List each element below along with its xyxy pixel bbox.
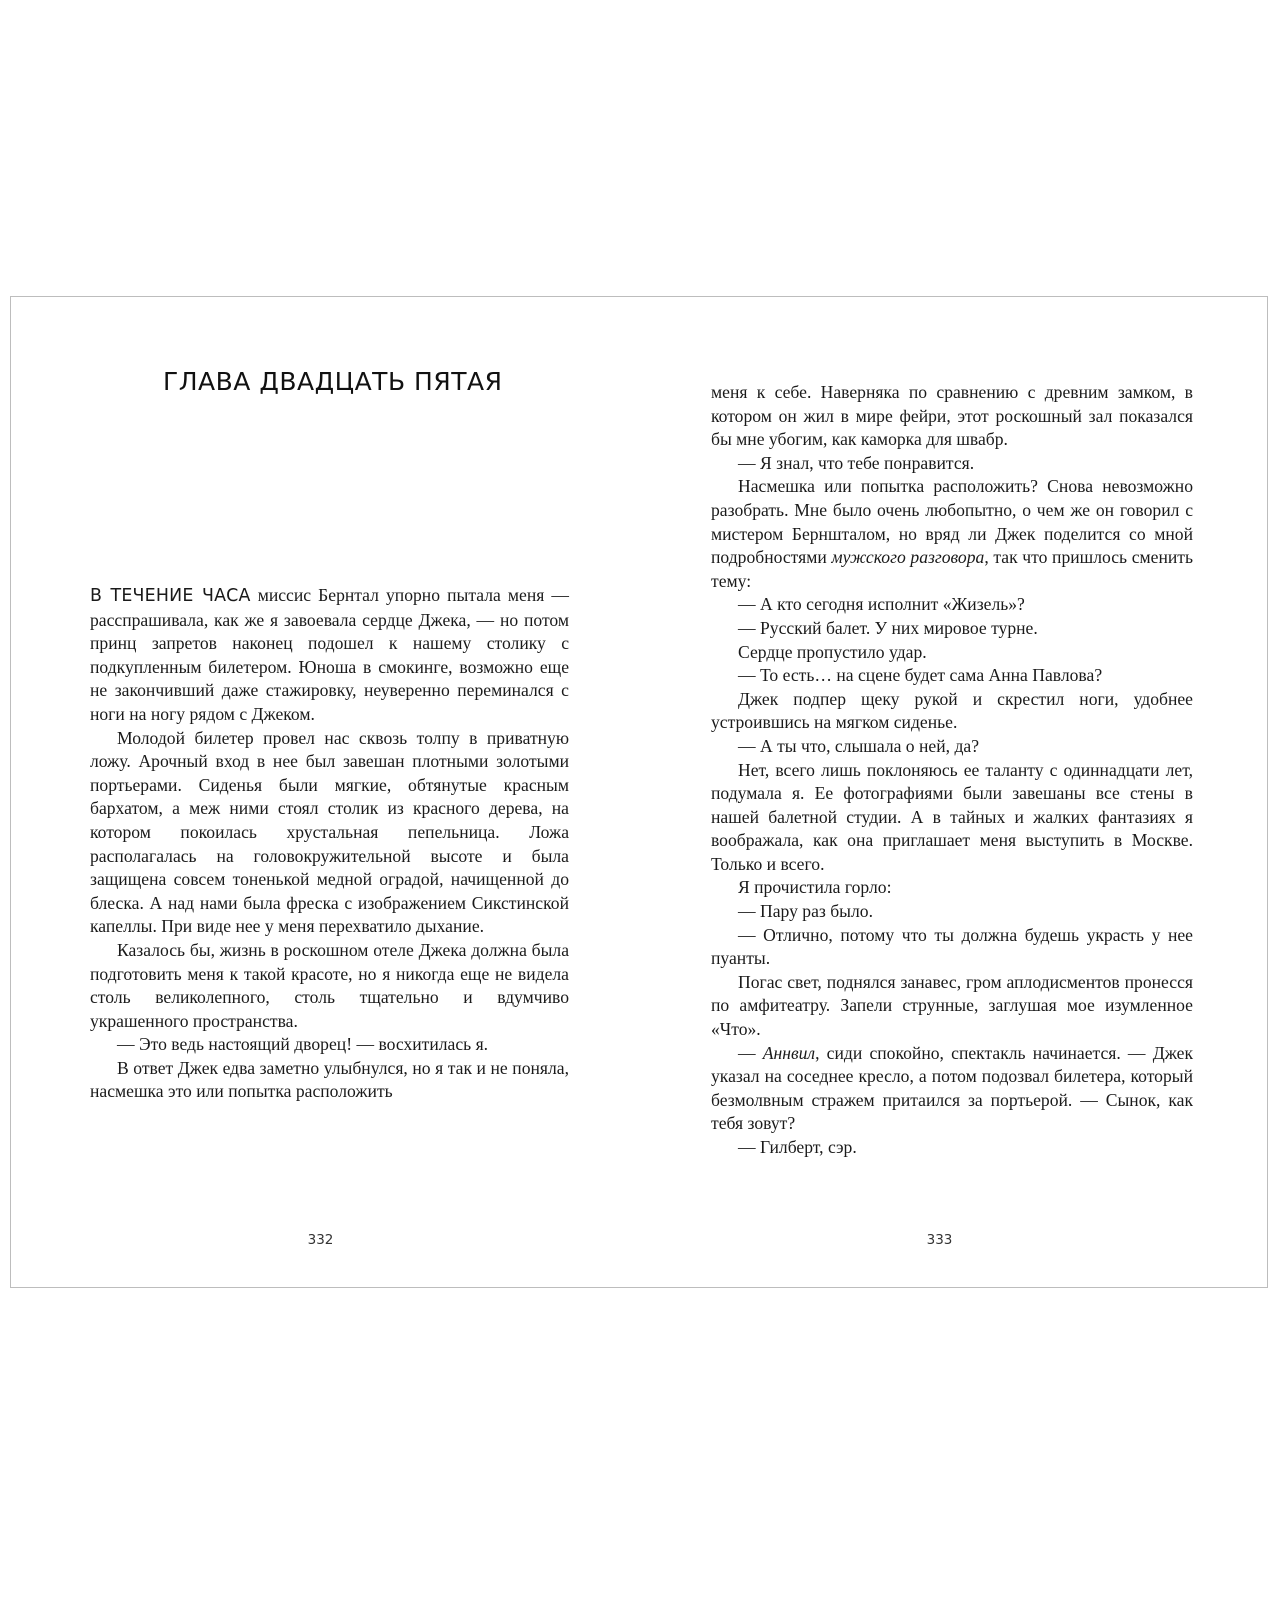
opening-paragraph <box>90 584 569 727</box>
paragraph: Сердце пропустило удар. <box>738 641 927 662</box>
text-run: Насмешка или попытка расположить? Снова невозможно разобрать. Мне было очень любопытно, о чем же он говорил с мистером Берншталом, но вряд ли Джек поделится со мной подробностями <box>711 476 1193 568</box>
opening-caps: В ТЕЧЕНИЕ ЧАСА <box>90 586 251 606</box>
paragraph: — Это ведь настоящий дворец! — восхитилась я. <box>117 1034 489 1055</box>
opening-text: миссис Бернтал упорно пыталa меня — расспрашивала, как же я завоевала сердце Джека, — но потом принц запретов наконец подошел к нашему столику с подкупленным билетером. Юноша в смокинге, возможно еще не закончивший даже стажировку, неуверенно переминался с ноги на ногу рядом с Джеком. <box>90 585 569 724</box>
paragraph: В ответ Джек едва заметно улыбнулся, но я так и не поняла, насмешка это или попытка расположить <box>90 1057 569 1102</box>
paragraph: Нет, всего лишь поклоняюсь ее таланту с одиннадцати лет, подумала я. Ее фотографиями были завешаны все стены в нашей балетной студии. А в тайных и жалких фантазиях я воображала, как она приглашает меня выступить в Москве. Только и всего. <box>711 759 1193 874</box>
page-number-left: 332 <box>307 1232 334 1248</box>
italic-text: Аннвил <box>762 1042 816 1063</box>
paragraph: Казалось бы, жизнь в роскошном отеле Джека должна была подготовить меня к такой красоте, но я никогда еще не видела столь великолепного, столь тщательно и вдумчиво украшенного пространства. <box>90 939 569 1031</box>
paragraph: — Пару раз было. <box>738 901 873 922</box>
left-page-text <box>90 584 569 1104</box>
paragraph: — То есть… на сцене будет сама Анна Павлова? <box>738 665 1103 686</box>
paragraph: Погас свет, поднялся занавес, гром аплодисментов пронесся по амфитеатру. Запели струнные, заглушая мое изумленное «Что». <box>711 971 1193 1040</box>
left-page <box>11 297 640 1287</box>
paragraph: — Русский балет. У них мировое турне. <box>738 617 1038 638</box>
right-page-text <box>711 381 1193 1160</box>
text-run: , сиди спокойно, спектакль начинается. — Джек указал на соседнее кресло, а потом подозвал билетера, который безмолвным стражем притаился за портьерой. — Сынок, как тебя зовут? <box>711 1042 1193 1134</box>
paragraph <box>711 475 1193 593</box>
book-spread <box>10 296 1268 1288</box>
paragraph: — Я знал, что тебе понравится. <box>738 452 975 473</box>
right-page <box>640 297 1269 1287</box>
paragraph: — Гилберт, сэр. <box>738 1137 857 1157</box>
italic-text: мужского разговора <box>831 547 985 568</box>
paragraph: Джек подпер щеку рукой и скрестил ноги, удобнее устроившись на мягком сиденье. <box>711 688 1193 733</box>
text-run: , так что пришлось сменить тему: <box>711 547 1193 591</box>
paragraph: — Отлично, потому что ты должна будешь украсть у нее пуанты. <box>711 924 1193 969</box>
paragraph: Молодой билетер провел нас сквозь толпу в приватную ложу. Арочный вход в нее был завешан плотными золотыми портьерами. Сиденья были мягкие, обтянутые красным бархатом, а меж ними стоял столик из красного дерева, на котором покоилась хрустальная пепельница. Ложа располагалась на головокружительной высоте и была защищена совсем тоненькой медной оградой, начищенной до блеска. А над нами была фреска с изображением Сикстинской капеллы. При виде нее у меня перехватило дыхание. <box>90 727 569 937</box>
continuation-paragraph: меня к себе. Наверняка по сравнению с древним замком, в котором он жил в мире фейри, этот роскошный зал показался бы мне убогим, как каморка для швабр. <box>711 382 1193 450</box>
text-run: — <box>738 1042 763 1063</box>
paragraph: Я прочистила горло: <box>738 877 892 898</box>
paragraph: — А кто сегодня исполнит «Жизель»? <box>738 594 1025 615</box>
paragraph: — А ты что, слышала о ней, да? <box>738 735 980 756</box>
page-number-right: 333 <box>926 1232 953 1248</box>
paragraph <box>711 1042 1193 1136</box>
chapter-title: ГЛАВА ДВАДЦАТЬ ПЯТАЯ <box>163 367 503 396</box>
